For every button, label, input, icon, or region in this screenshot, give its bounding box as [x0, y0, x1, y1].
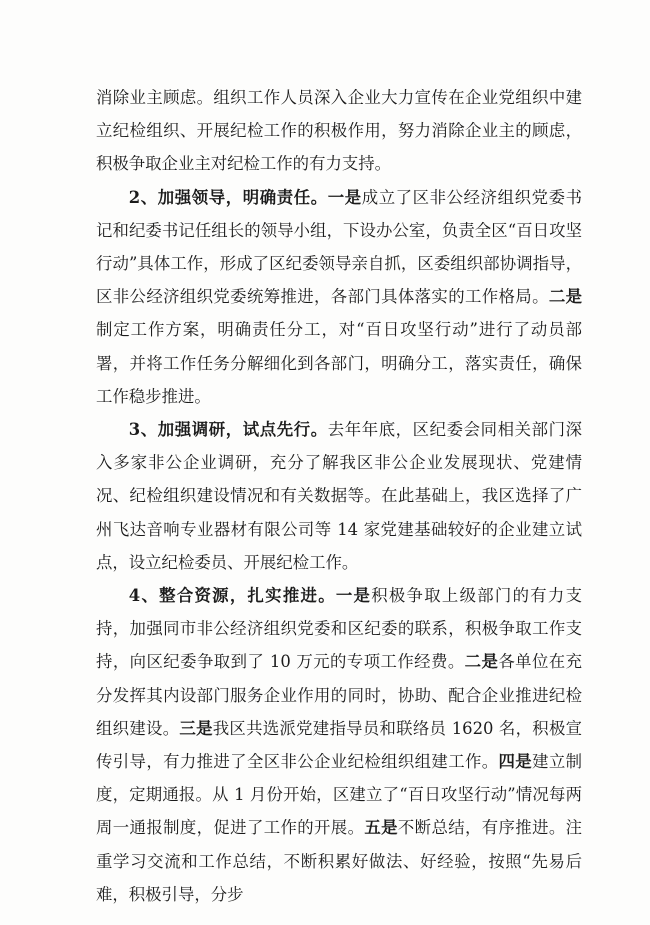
emphasis-marker: 三是 — [179, 718, 213, 738]
paragraph-text: 积极争取上级部门的有力支持，加强同市非公经济组织党委和区纪委的联系，积极争取工作支持，向区纪委争取到了 10 万元的专项工作经费。 — [96, 586, 582, 672]
paragraph-text: 制定工作方案，明确责任分工，对“百日攻坚行动”进行了动员部署，并将工作任务分解细化到各部门，明确分工，落实责任，确保工作稳步推进。 — [96, 320, 582, 406]
emphasis-marker: 二是 — [464, 652, 499, 672]
paragraph-text: 我区共选派党建指导员和联络员 1620 名，积极宣传引导，有力推进了全区非公企业纪检组织组建工作。 — [96, 718, 583, 772]
paragraph-section-3 — [96, 413, 582, 579]
paragraph-text: 各单位在充分发挥其内设部门服务企业作用的同时，协助、配合企业推进纪检组织建设。 — [96, 652, 583, 738]
paragraph-text: 成立了区非公经济组织党委书记和纪委书记任组长的领导小组，下设办公室，负责全区“百日攻坚行动”具体工作，形成了区纪委领导亲自抓，区委组织部协调指导，区非公经济组织党委统筹推进，各部门具体落实的工作格局。 — [96, 187, 582, 307]
paragraph-text: 不断总结，有序推进。注重学习交流和工作总结，不断积累好做法、好经验，按照“先易后难，积极引导，分步 — [96, 818, 583, 904]
paragraph-intro — [96, 81, 582, 181]
section-heading: 2、加强领导，明确责任。 — [128, 187, 328, 207]
emphasis-marker: 一是 — [335, 586, 372, 606]
emphasis-marker: 二是 — [548, 287, 583, 307]
paragraph-text: 消除业主顾虑。组织工作人员深入企业大力宣传在企业党组织中建立纪检组织、开展纪检工作的积极作用，努力消除企业主的顾虑，积极争取企业主对纪检工作的有力支持。 — [96, 88, 582, 174]
paragraph-text: 建立制度，定期通报。从 1 月份开始，区建立了“百日攻坚行动”情况每两周一通报制度，促进了工作的开展。 — [96, 752, 583, 838]
section-heading: 4、整合资源，扎实推进。 — [128, 586, 336, 606]
emphasis-marker: 五是 — [364, 818, 398, 838]
document-body — [96, 81, 582, 911]
section-heading: 3、加强调研，试点先行。 — [128, 420, 328, 440]
emphasis-marker: 四是 — [498, 752, 533, 772]
paragraph-text: 去年年底，区纪委会同相关部门深入多家非公企业调研，充分了解我区非公企业发展现状、党建情况、纪检组织建设情况和有关数据等。在此基础上，我区选择了广州飞达音响专业器材有限公司等 14 家党建基础较好的企业建立试点，设立纪检委员、开展纪检工作。 — [96, 420, 582, 572]
paragraph-section-4 — [96, 579, 582, 911]
emphasis-marker: 一是 — [327, 187, 362, 207]
paragraph-section-2 — [96, 181, 582, 413]
